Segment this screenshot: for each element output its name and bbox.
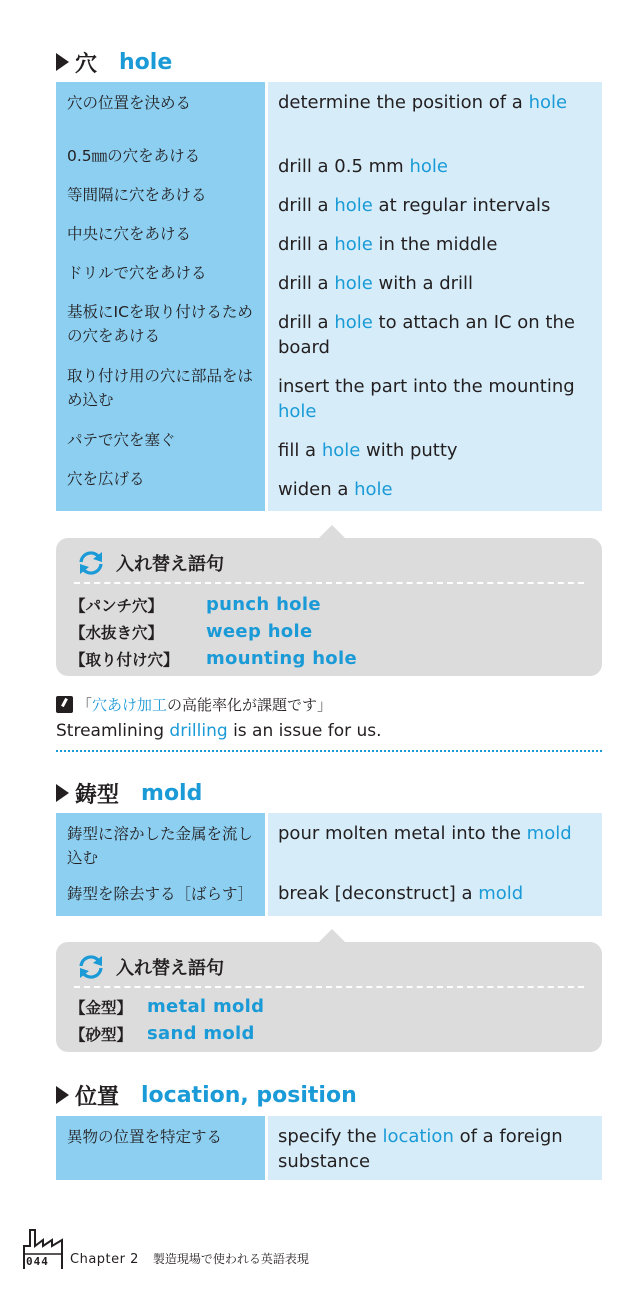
replacement-phrases-box [56,538,602,676]
en-phrase: drill a hole at regular intervals [278,195,551,216]
en-column [268,813,602,916]
callout-header [76,548,224,578]
section-heading-ja: 穴 [75,51,98,77]
en-phrase: pour molten metal into the mold [278,823,572,844]
ja-phrase: 中央に穴をあける [67,225,192,243]
ja-phrase: 取り付け用の穴に部品をはめ込む [67,367,254,409]
ja-phrase: 異物の位置を特定する [67,1128,223,1146]
callout-item [70,993,264,1020]
en-column [268,82,602,511]
callout-item-en: punch hole [206,594,321,615]
en-phrase: widen a hole [278,479,393,500]
en-phrase: drill a hole in the middle [278,234,498,255]
en-phrase: specify the location of a foreign substance [278,1126,563,1172]
chapter-title: 製造現場で使われる英語表現 [152,1252,309,1266]
callout-items [70,993,264,1047]
section-heading-hole [56,46,172,78]
triangle-marker-icon [56,53,69,71]
dashed-divider [74,582,584,584]
en-phrase: break [deconstruct] a mold [278,883,524,904]
ja-phrase: 穴の位置を決める [67,94,192,112]
dashed-divider [74,986,584,988]
callout-item-en: sand mold [147,1023,255,1044]
callout-notch [319,929,345,942]
callout-item-ja: 【砂型】 [70,1025,133,1044]
en-phrase: determine the position of a hole [278,92,568,113]
vocab-table-location [56,1116,602,1180]
example-sentence [56,692,602,744]
section-heading-en: location, position [141,1082,357,1108]
section-heading-en: mold [141,780,203,806]
ja-phrase: 基板にICを取り付けるための穴をあける [67,303,253,345]
swap-arrows-icon [76,550,106,576]
callout-item [70,591,357,618]
section-heading-location [56,1079,357,1111]
callout-item-ja: 【取り付け穴】 [70,650,179,669]
exclamation-note-icon [56,696,73,713]
callout-item-en: metal mold [147,996,265,1017]
chapter-label: Chapter 2 [70,1252,139,1267]
page-number: 044 [26,1255,49,1268]
en-column [268,1116,602,1180]
section-heading-mold [56,777,202,809]
example-ja: 「 穴あけ加工 の高能率化が課題です」 [56,692,602,716]
callout-header [76,952,224,982]
en-phrase: drill a 0.5 mm hole [278,156,448,177]
ja-phrase: 等間隔に穴をあける [67,186,207,204]
callout-title: 入れ替え語句 [116,554,224,575]
section-heading-en: hole [119,49,173,75]
callout-item-ja: 【水抜き穴】 [70,623,164,642]
ja-phrase: 穴を広げる [67,470,145,488]
page-footer [22,1226,309,1270]
ja-phrase: パテで穴を塞ぐ [67,431,176,449]
ja-phrase: ドリルで穴をあける [67,264,207,282]
en-phrase: fill a hole with putty [278,440,458,461]
ja-column [56,82,265,511]
triangle-marker-icon [56,784,69,802]
vocab-table-hole [56,82,602,511]
callout-item [70,1020,264,1047]
callout-title: 入れ替え語句 [116,958,224,979]
callout-item [70,618,357,645]
replacement-phrases-box [56,942,602,1052]
ja-phrase: 0.5㎜の穴をあける [67,147,201,165]
callout-item-ja: 【金型】 [70,998,133,1017]
ja-column [56,1116,265,1180]
callout-item-en: mounting hole [206,648,357,669]
swap-arrows-icon [76,954,106,980]
en-phrase: drill a hole with a drill [278,273,474,294]
en-phrase: insert the part into the mounting hole [278,376,575,422]
en-phrase: drill a hole to attach an IC on the board [278,312,575,358]
callout-item-en: weep hole [206,621,313,642]
page-number-badge [22,1226,64,1270]
section-divider [56,750,602,752]
callout-notch [319,525,345,538]
ja-phrase: 鋳型に溶かした金属を流し込む [67,825,254,867]
callout-items [70,591,357,672]
callout-item [70,645,357,672]
triangle-marker-icon [56,1086,69,1104]
vocab-table-mold [56,813,602,916]
example-en: Streamlining drilling is an issue for us. [56,721,382,741]
callout-item-ja: 【パンチ穴】 [70,596,164,615]
section-heading-ja: 鋳型 [75,782,120,808]
ja-phrase: 鋳型を除去する［ばらす］ [67,885,254,903]
ja-column [56,813,265,916]
section-heading-ja: 位置 [75,1084,120,1110]
